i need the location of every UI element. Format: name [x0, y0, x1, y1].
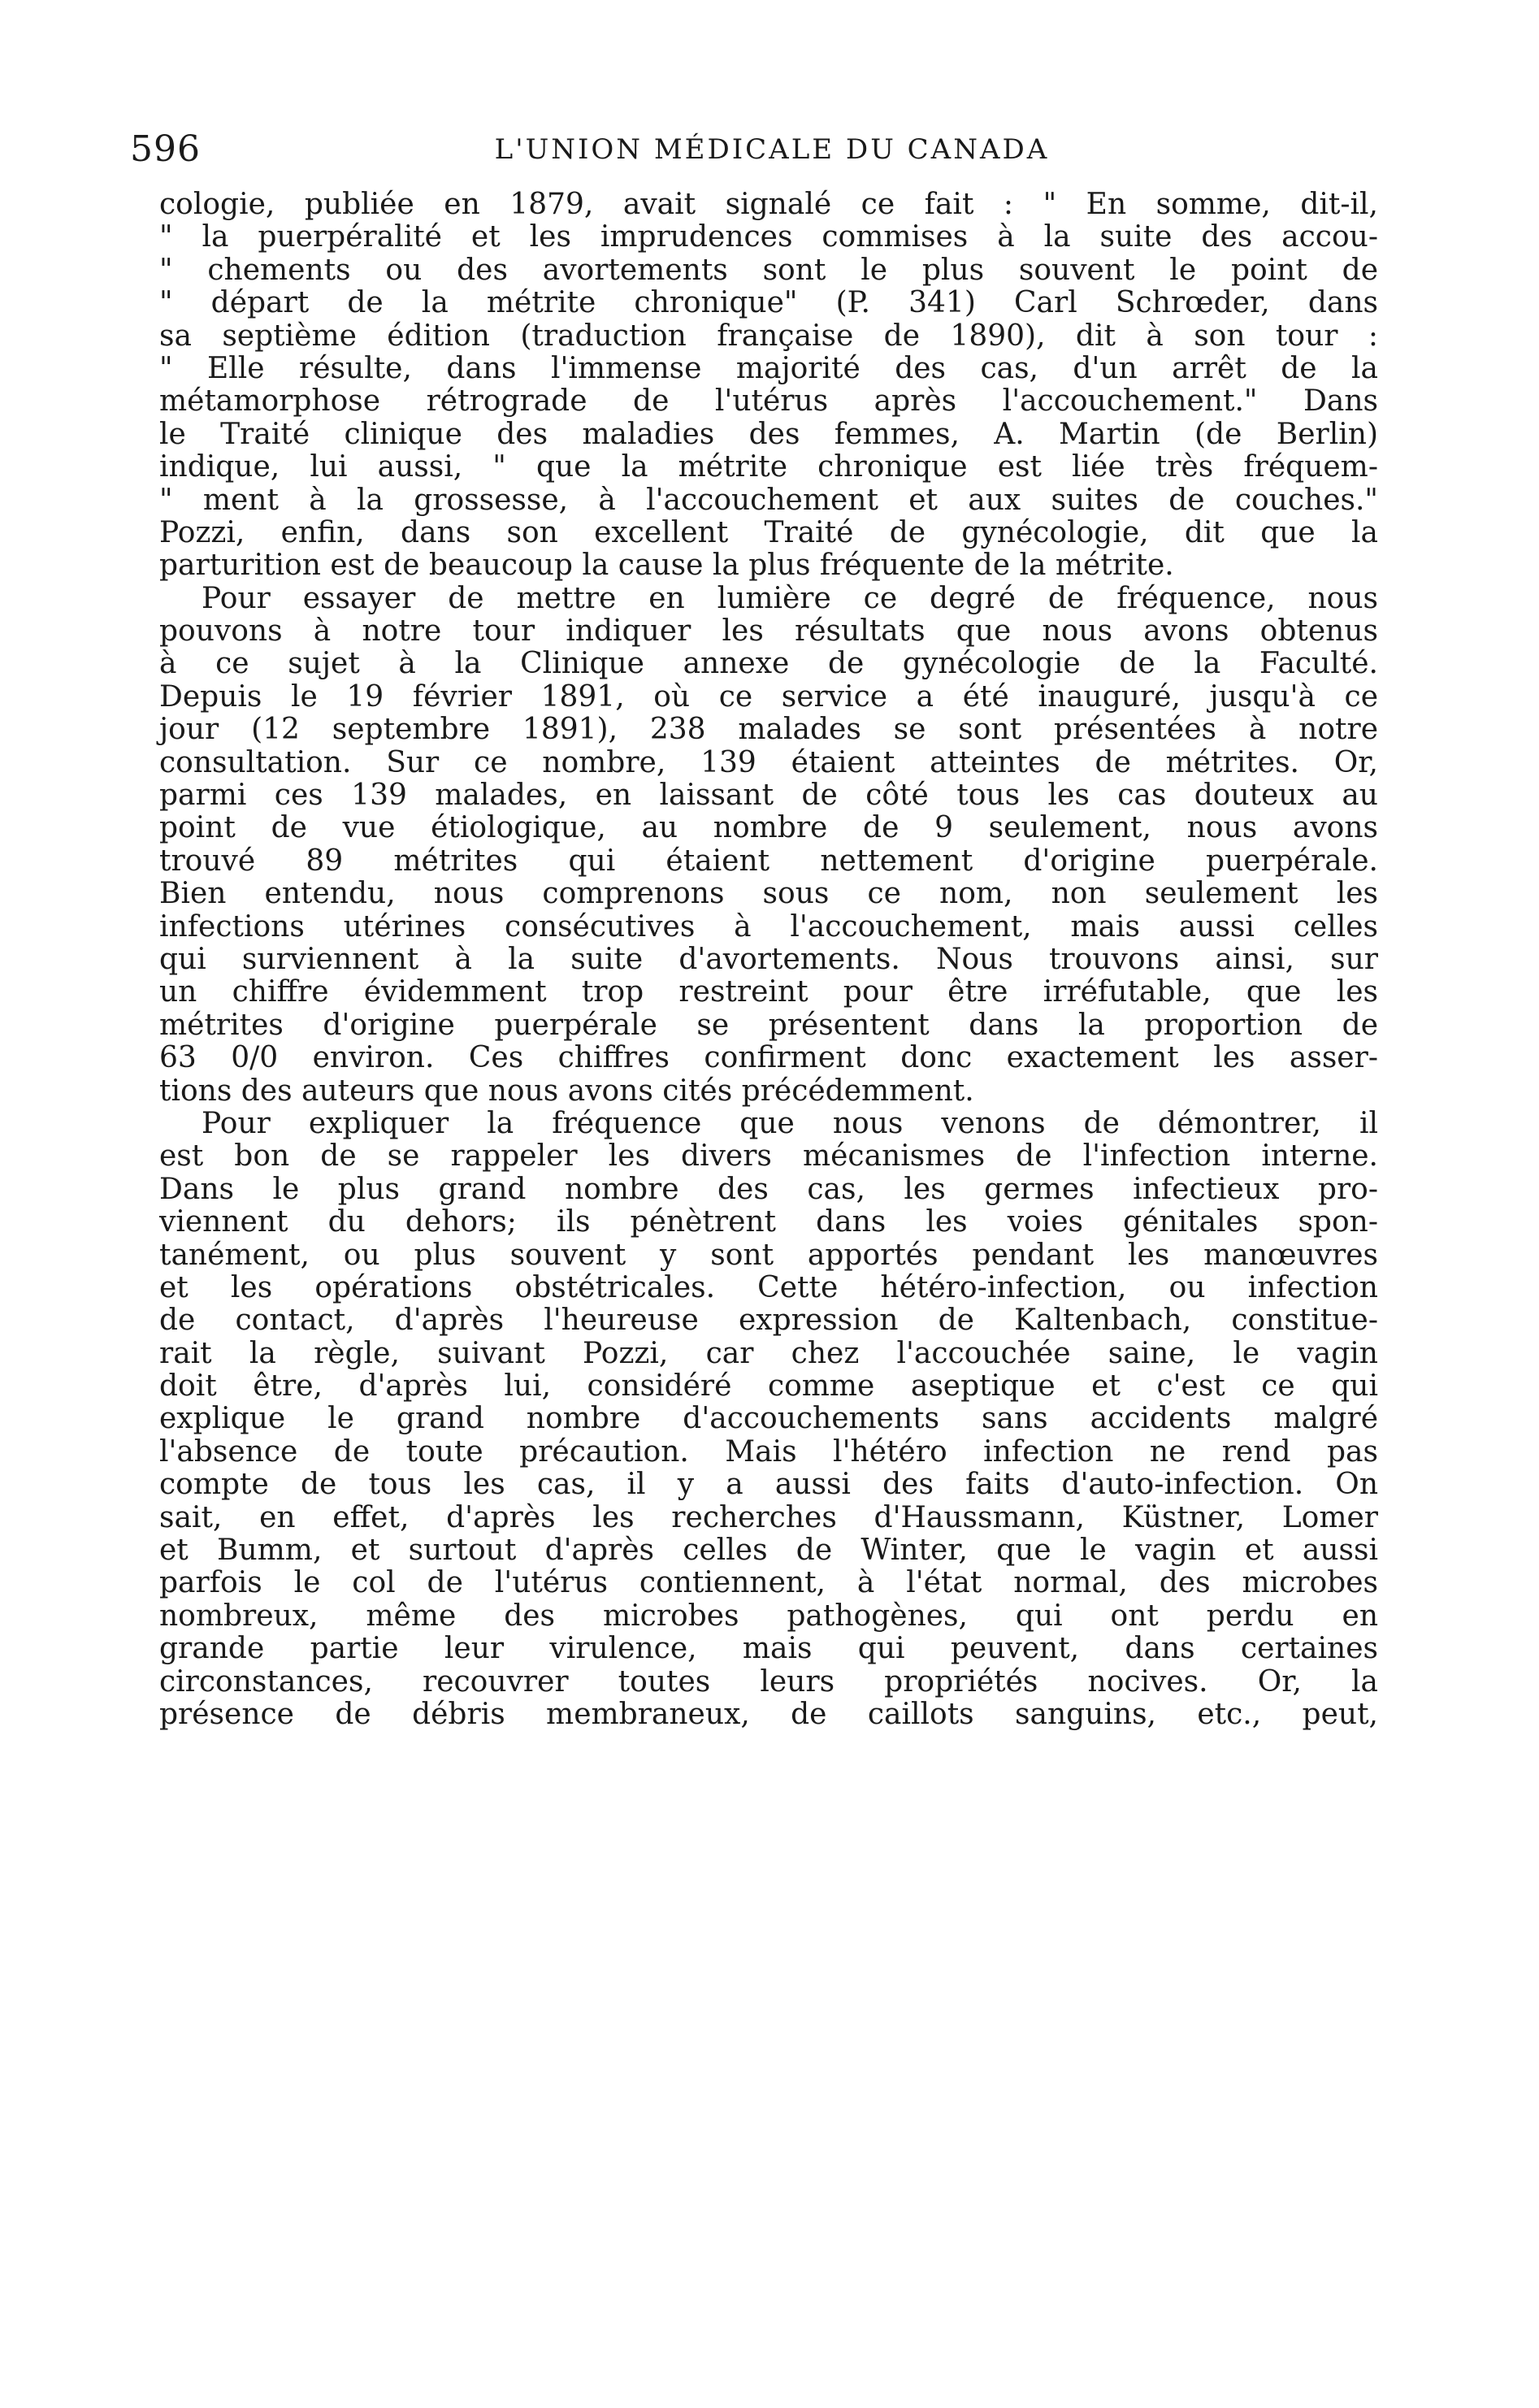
text-line: Pozzi, enfin, dans son excellent Traité de gynécologie, dit que la [159, 515, 1378, 549]
text-line: viennent du dehors; ils pénètrent dans les voies génitales spon- [159, 1205, 1378, 1239]
text-line: jour (12 septembre 1891), 238 malades se sont présentées à notre [159, 713, 1378, 747]
text-line: explique le grand nombre d'accouchements sans accidents malgré [159, 1402, 1378, 1436]
text-line: rait la règle, suivant Pozzi, car chez l'accouchée saine, le vagin [159, 1336, 1378, 1370]
text-line: présence de débris membraneux, de caillots sanguins, etc., peut, [159, 1697, 1378, 1731]
text-line: de contact, d'après l'heureuse expression de Kaltenbach, constitue- [159, 1304, 1378, 1338]
text-line: à ce sujet à la Clinique annexe de gynécologie de la Faculté. [159, 647, 1378, 681]
text-line: pouvons à notre tour indiquer les résultats que nous avons obtenus [159, 614, 1378, 649]
text-line: " chements ou des avortements sont le plus souvent le point de [159, 253, 1378, 287]
text-line: " départ de la métrite chronique" (P. 341) Carl Schrœder, dans [159, 286, 1378, 320]
text-line: trouvé 89 métrites qui étaient nettement d'origine puerpérale. [159, 844, 1378, 878]
text-line: point de vue étiologique, au nombre de 9 seulement, nous avons [159, 811, 1378, 845]
text-line: métamorphose rétrograde de l'utérus après l'accouchement." Dans [159, 384, 1378, 419]
text-line: compte de tous les cas, il y a aussi des faits d'auto-infection. On [159, 1468, 1378, 1502]
page-number: 596 [130, 128, 201, 170]
text-line: Dans le plus grand nombre des cas, les germes infectieux pro- [159, 1172, 1378, 1206]
text-line: métrites d'origine puerpérale se présentent dans la proportion de [159, 1008, 1378, 1042]
text-line: Pour essayer de mettre en lumière ce degré de fréquence, nous [202, 581, 1378, 615]
text-line: " Elle résulte, dans l'immense majorité des cas, d'un arrêt de la [159, 351, 1378, 385]
text-line: l'absence de toute précaution. Mais l'hétéro infection ne rend pas [159, 1434, 1378, 1469]
text-line: parturition est de beaucoup la cause la plus fréquente de la métrite. [159, 549, 1174, 583]
text-line: grande partie leur virulence, mais qui peuvent, dans certaines [159, 1632, 1378, 1666]
text-line: qui surviennent à la suite d'avortements. Nous trouvons ainsi, sur [159, 942, 1378, 976]
text-line: sa septième édition (traduction française de 1890), dit à son tour : [159, 319, 1378, 353]
text-line: 63 0/0 environ. Ces chiffres confirment donc exactement les asser- [159, 1041, 1378, 1075]
text-line: parfois le col de l'utérus contiennent, à l'état normal, des microbes [159, 1566, 1378, 1600]
running-title: L'UNION MÉDICALE DU CANADA [494, 133, 1050, 166]
text-line: sait, en effet, d'après les recherches d'Haussmann, Küstner, Lomer [159, 1500, 1378, 1534]
text-line: " la puerpéralité et les imprudences commises à la suite des accou- [159, 220, 1378, 254]
text-line: le Traité clinique des maladies des femmes, A. Martin (de Berlin) [159, 417, 1378, 451]
page-header [130, 128, 1414, 177]
text-line: tanément, ou plus souvent y sont apportés pendant les manœuvres [159, 1238, 1378, 1272]
text-line: et Bumm, et surtout d'après celles de Winter, que le vagin et aussi [159, 1534, 1378, 1568]
text-line: Depuis le 19 février 1891, où ce service a été inauguré, jusqu'à ce [159, 679, 1378, 714]
text-line: doit être, d'après lui, considéré comme aseptique et c'est ce qui [159, 1369, 1378, 1404]
text-line: indique, lui aussi, " que la métrite chronique est liée très fréquem- [159, 450, 1378, 484]
text-line: un chiffre évidemment trop restreint pour être irréfutable, que les [159, 975, 1378, 1009]
text-line: tions des auteurs que nous avons cités précédemment. [159, 1074, 974, 1108]
text-line: est bon de se rappeler les divers mécanismes de l'infection interne. [159, 1139, 1378, 1174]
text-line: et les opérations obstétricales. Cette hétéro-infection, ou infection [159, 1270, 1378, 1304]
text-line: infections utérines consécutives à l'accouchement, mais aussi celles [159, 909, 1378, 944]
text-line: Bien entendu, nous comprenons sous ce nom, non seulement les [159, 877, 1378, 911]
text-line: parmi ces 139 malades, en laissant de côté tous les cas douteux au [159, 779, 1378, 813]
text-line: nombreux, même des microbes pathogènes, qui ont perdu en [159, 1599, 1378, 1633]
text-line: " ment à la grossesse, à l'accouchement et aux suites de couches." [159, 483, 1378, 517]
text-line: Pour expliquer la fréquence que nous venons de démontrer, il [202, 1106, 1378, 1140]
text-line: cologie, publiée en 1879, avait signalé ce fait : " En somme, dit-il, [159, 188, 1378, 221]
text-line: circonstances, recouvrer toutes leurs propriétés nocives. Or, la [159, 1664, 1378, 1699]
text-line: consultation. Sur ce nombre, 139 étaient atteintes de métrites. Or, [159, 745, 1378, 779]
body-text [159, 189, 1378, 1731]
